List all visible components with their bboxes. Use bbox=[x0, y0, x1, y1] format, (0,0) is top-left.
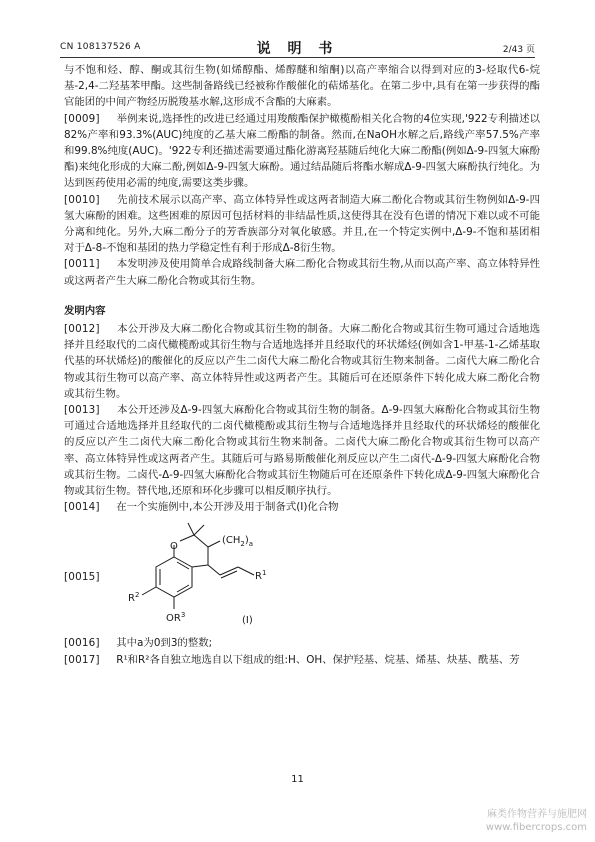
paragraph-0016 bbox=[64, 635, 540, 651]
paragraph-number: [0014] bbox=[64, 501, 100, 514]
paragraph-number: [0011] bbox=[64, 258, 100, 271]
section-heading: 发明内容 bbox=[64, 304, 106, 317]
paragraph-number: [0010] bbox=[64, 193, 100, 206]
paragraph-text: 举例来说,选择性的改进已经通过用羧酸酯保护橄榄酚相关化合物的4位实现,'922专利描述以82%产率和93.3%(AUC)纯度的乙基大麻二酚酯的制备。然而,在NaOH水解之后,路线产率57.5%产率和99.8%纯度(AUC)。'922专利还描述需要通过酯化游离羟基随后纯化大麻二酚酯(例如Δ-9-四氢大麻酚酯)来纯化形成的大麻二酚,例如Δ-9-四氢大麻酚。通过结晶随后将酯水解成Δ-9-四氢大麻酚执行纯化。为达到医药使用必需的纯度,需要这类步骤。 bbox=[64, 112, 541, 190]
document-body bbox=[64, 62, 540, 668]
paragraph-text: 其中a为0到3的整数; bbox=[116, 637, 213, 650]
paragraph-0014 bbox=[64, 499, 540, 515]
paragraph-number: [0016] bbox=[64, 637, 100, 650]
paragraph-number: [0015] bbox=[64, 571, 100, 584]
formula-label: (I) bbox=[242, 615, 253, 627]
watermark-line-2: www.fibercrops.com bbox=[485, 822, 587, 833]
paragraph-0009 bbox=[64, 111, 540, 192]
paragraph-0013 bbox=[64, 402, 540, 499]
paragraph-text: 在一个实施例中,本公开涉及用于制备式(I)化合物 bbox=[116, 501, 339, 514]
paragraph-number: [0009] bbox=[64, 112, 100, 125]
watermark-line-1: 麻类作物营养与施肥网 bbox=[487, 809, 587, 820]
patent-number: CN 108137526 A bbox=[60, 42, 141, 52]
methylene-chain-label: $(CH_2)_a$ bbox=[222, 535, 254, 549]
page-count: 2/43 页 bbox=[502, 45, 535, 55]
paragraph-number: [0013] bbox=[64, 404, 100, 417]
page-number: 11 bbox=[291, 774, 304, 785]
paragraph-text: R¹和R²各自独立地选自以下组成的组:H、OH、保护羟基、烷基、烯基、炔基、酰基、芳 bbox=[116, 653, 520, 666]
chemical-structure-diagram bbox=[104, 517, 294, 635]
paragraph-text: 本公开还涉及Δ-9-四氢大麻酚化合物或其衍生物的制备。Δ-9-四氢大麻酚化合物或其衍生物可通过合适地选择并且经取代的二卤代橄榄酚或其衍生物与合适地选择并且经取代的环状烯烃的酸催化的反应以产生二卤代大麻二酚化合物或其衍生物来制备。二卤代大麻二酚化合物或其衍生物可以高产率、高立体特异性或这两者产生。其随后可与路易斯酸催化剂反应以产生二卤代-Δ-9-四氢大麻酚化合物或其衍生物。二卤代-Δ-9-四氢大麻酚化合物或其衍生物随后可在还原条件下转化成Δ-9-四氢大麻酚化合物或其衍生物。替代地,还原和环化步骤可以相反顺序执行。 bbox=[64, 404, 540, 498]
r1-label: $R^1$ bbox=[255, 569, 267, 583]
paragraph-text: 本公开涉及大麻二酚化合物或其衍生物的制备。大麻二酚化合物或其衍生物可通过合适地选择并且经取代的二卤代橄榄酚或其衍生物与合适地选择并且经取代的环状烯烃(例如含1-甲基-1-乙烯基取代基的环状烯烃)的酸催化的反应以产生二卤代大麻二酚化合物或其衍生物来制备。二卤代大麻二酚化合物或其衍生物可以高产率、高立体特异性或这两者产生。其随后可在还原条件下转化成大麻二酚化合物或其衍生物。 bbox=[64, 323, 540, 400]
paragraph-0010 bbox=[64, 192, 540, 257]
ring-oxygen-label: O bbox=[170, 541, 178, 553]
header-rule bbox=[60, 57, 535, 58]
formula-figure bbox=[64, 517, 540, 635]
paragraph-0012 bbox=[64, 321, 540, 402]
r2-label: $R^2$ bbox=[128, 591, 140, 605]
page-header bbox=[60, 38, 535, 56]
paragraph-0017 bbox=[64, 652, 540, 668]
aromatic-ring bbox=[156, 557, 192, 597]
paragraph-0011 bbox=[64, 256, 540, 288]
paragraph-number: [0017] bbox=[64, 653, 100, 666]
paragraph-number: [0012] bbox=[64, 323, 100, 336]
paragraph-text: 先前技术展示以高产率、高立体特异性或这两者制造大麻二酚化合物或其衍生物例如Δ-9-四氢大麻酚的困难。这些困难的原因可包括材料的非结晶性质,这使得其在没有色谱的情况下难以或不可能分离和纯化。另外,大麻二酚分子的芳香族部分对氧化敏感。并且,在一个特定实例中,Δ-9-不饱和基团相对于Δ-8-不饱和基团的热力学稳定性有利于形成Δ-8衍生物。 bbox=[64, 193, 540, 255]
watermark bbox=[486, 808, 587, 834]
or3-label: $OR^3$ bbox=[166, 611, 186, 625]
paragraph-text: 本发明涉及使用简单合成路线制备大麻二酚化合物或其衍生物,从而以高产率、高立体特异性或这两者产生大麻二酚化合物或其衍生物。 bbox=[64, 258, 540, 287]
document-title: 说 明 书 bbox=[256, 41, 339, 57]
intro-paragraph: 与不饱和烃、醇、酮或其衍生物(如烯醇酯、烯醇醚和缩酮)以高产率缩合以得到对应的3-烃取代6-烷基-2,4-二羟基苯甲酯。这些制备路线已经被称作酸催化的萜烯基化。在第二步中,具有在第一步获得的酯官能团的中间产物经历脱羧基水解,这形成不含酯的大麻素。 bbox=[64, 64, 540, 109]
